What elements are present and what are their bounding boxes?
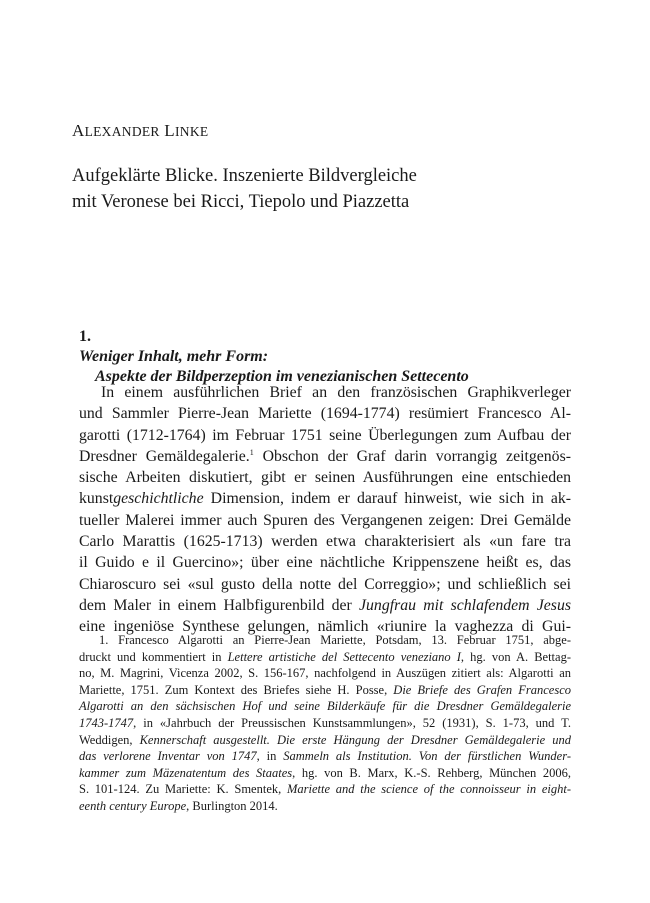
footnote-line: das verlorene Inventar von 1747, in Sammeln als Institution. Von der fürstlichen Wunder- [79, 749, 571, 764]
body-line: garotti (1712-1764) im Februar 1751 seine Überlegungen zum Aufbau der [79, 426, 571, 444]
section-heading-line-1: 1. Weniger Inhalt, mehr Form: [79, 328, 269, 365]
body-line: Chiaroscuro sei «sul gusto della notte del Correggio»; und schließlich sei [79, 575, 571, 593]
article-title [72, 163, 417, 215]
author-name: ALEXANDER LINKE [72, 121, 209, 140]
body-line: dem Maler in einem Halbfigurenbild der Jungfrau mit schlafendem Jesus [79, 596, 571, 614]
footnote-line: eenth century Europe, Burlington 2014. [79, 798, 278, 813]
footnote-line: 1. Francesco Algarotti an Pierre-Jean Mariette, Potsdam, 13. Februar 1751, abge- [99, 633, 571, 647]
footnote-ref[interactable]: 1 [249, 447, 254, 457]
footnote-line: Mariette, 1751. Zum Kontext des Briefes siehe H. Posse, Die Briefe des Grafen Francesco [79, 682, 571, 697]
body-line: und Sammler Pierre-Jean Mariette (1694-1774) resümiert Francesco Al- [79, 405, 571, 423]
title-line-2: mit Veronese bei Ricci, Tiepolo und Piazzetta [72, 192, 410, 212]
body-line: Carlo Marattis (1625-1713) werden etwa charakterisiert als «un fare tra [79, 533, 571, 551]
body-line: eine ingeniöse Synthese gelungen, nämlich «riunire la vaghezza di Gui- [79, 618, 571, 636]
footnote-1 [79, 632, 571, 815]
title-line-1: Aufgeklärte Blicke. Inszenierte Bildvergleiche [72, 166, 417, 186]
footnote-line: Algarotti an den sächsischen Hof und seine Bilderkäufe für die Dresdner Gemäldegalerie [79, 699, 571, 714]
body-line: tueller Malerei immer auch Spuren des Vergangenen zeigen: Drei Gemälde [79, 511, 571, 529]
footnote-line: Weddigen, Kennerschaft ausgestellt. Die erste Hängung der Dresdner Gemäldegalerie und [79, 732, 571, 747]
body-paragraph [79, 382, 571, 638]
body-line: kunstgeschichtliche Dimension, indem er darauf hinweist, wie sich in ak- [79, 490, 571, 508]
footnote-line: S. 101-124. Zu Mariette: K. Smentek, Mariette and the science of the connoisseur in eight- [79, 782, 571, 797]
body-line: Dresdner Gemäldegalerie.$^1$ Obschon der Graf darin vorrangig zeitgenös- [79, 447, 571, 465]
footnote-line: druckt und kommentiert in Lettere artistiche del Settecento veneziano I, hg. von A. Bettag- [79, 649, 571, 664]
body-line: sische Arbeiten diskutiert, gibt er seinen Ausführungen eine entschieden [79, 469, 571, 487]
footnote-line: kammer zum Mäzenatentum des Staates, hg. von B. Marx, K.-S. Rehberg, München 2006, [79, 765, 571, 780]
body-line: il Guido e il Guercino»; über eine nächtliche Krippenszene heißt es, das [79, 554, 571, 572]
section-heading-line-2: Aspekte der Bildperzeption im venezianischen Settecento [95, 368, 469, 385]
body-line: In einem ausführlichen Brief an den französischen Graphikverleger [101, 384, 571, 401]
footnote-line: 1743-1747, in «Jahrbuch der Preussischen Kunstsammlungen», 52 (1931), S. 1-73, und T. [79, 715, 571, 730]
section-heading [79, 327, 469, 387]
footnote-line: no, M. Magrini, Vicenza 2002, S. 156-167, nachfolgend in Auszügen zitiert als: Algarotti an [79, 666, 571, 681]
